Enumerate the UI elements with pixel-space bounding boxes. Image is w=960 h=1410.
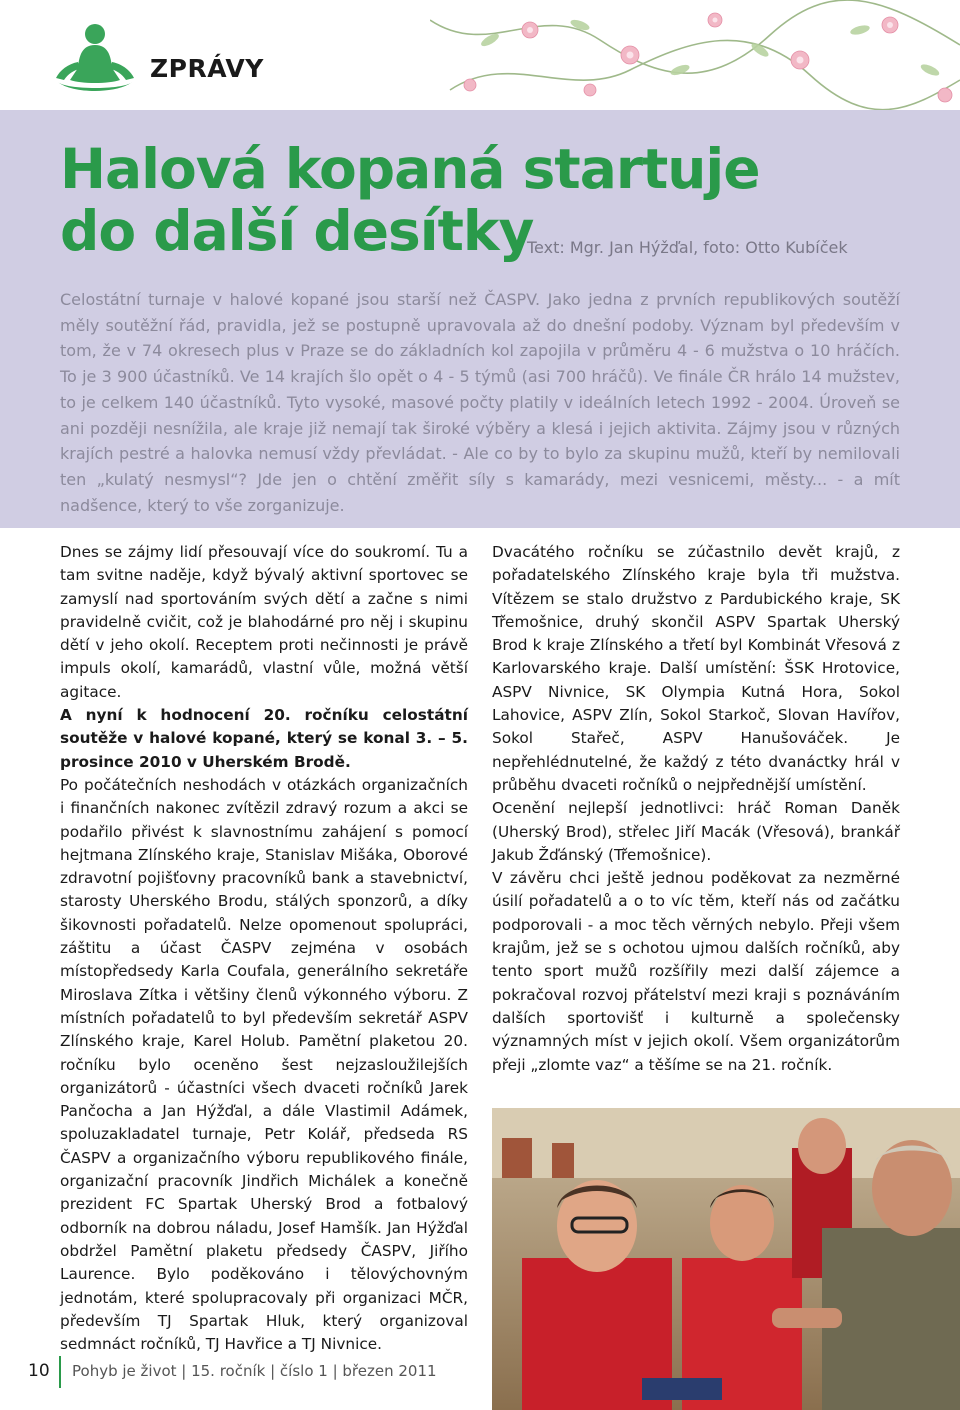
meditating-figure-icon [52,18,138,100]
page-footer [0,1356,480,1388]
photo-illustration [492,1108,960,1410]
award-ceremony-photo [492,1108,960,1410]
floral-ornament [430,0,960,110]
header [0,0,960,110]
right-paragraph-3: V závěru chci ještě jednou poděkovat za nezměrné úsilí pořadatelů a o to víc těm, kteří nás od začátku podporovali - a moc těch věrných nebylo. Přeji všem krajům, jež se s ochotou ujmou dalších ročníků, aby tento sport mužů rozšířily mezi další zájemce a pokračoval rozvoj přátelství mezi kraji s poznáváním dalších sportovišť i kulturně a společensky významných míst v jejich okolí. Všem organizátorům přeji „zlomte vaz“ a těšíme se na 21. ročník. [492,869,900,1074]
article-title-line-2: do další desítky [60,199,534,263]
article-title-line-1: Halová kopaná startuje [60,137,760,201]
left-paragraph-3: Po počátečních neshodách v otázkách organizačních i finančních nakonec zvítězil zdravý rozum a akci se podařilo přivést k slavnostnímu zahájení s pomocí hejtmana Zlínského kraje, Stanislav Mišáka, Oborové zdravotní pojišťovny pracovníků bank a stavebnictví, starosty Uherského Brodu, stálých sponzorů, a díky šikovnosti pořadatelů. Nelze opomenout spolupráci, záštitu a účast ČASPV zejména v osobách místopředsedy Karla Coufala, generálního sekretáře Miroslava Zítka i většiny členů výkonného výboru. Z místních pořadatelů to byl především sekretář ASPV Zlínského kraje, Karel Holub. Pamětní plaketou 20. ročníku bylo oceněno šest nejzasloužilejších organizátorů - účastníci všech dvaceti ročníků Jarek Pančocha a Jan Hýžďal, a dále Vlastimil Adámek, spoluzakladatel turnaje, Petr Kolář, předseda RS ČASPV a organizačního výboru republikového finále, organizační pracovník Jindřich Michálek a konečně prezident FC Spartak Uherský Brod a fotbalový odborník na dobrou náladu, Josef Hamšík. Jan Hýžďal obdržel Pamětní plaketu předsedy ČASPV, Jiřího Laurence. Bylo poděkováno i tělovýchovným jednotám, které spolupracovaly při organizaci MČR, především TJ Spartak Hluk, který organizoval sedmnáct ročníků, TJ Havřice a TJ Nivnice. [60,775,468,1354]
footer-divider [59,1356,61,1388]
left-paragraph-1: Dnes se zájmy lidí přesouvají více do soukromí. Tu a tam svitne naděje, když bývalý aktivní sportovec se zamyslí nad sportováním svých dětí a začne s nimi pravidelně cvičit, což je blahodárné pro něj i skupinu dětí v jeho okolí. Receptem proti nečinnosti je právě impuls okolí, kamarádů, vlastní vůle, možná větší agitace. [60,543,468,701]
left-paragraph-2: A nyní k hodnocení 20. ročníku celostátní soutěže v halové kopané, který se konal 3. – 5. prosince 2010 v Uherském Brodě. [60,706,468,771]
section-label: ZPRÁVY [150,54,264,83]
footer-publication-info: Pohyb je život | 15. ročník | číslo 1 | březen 2011 [72,1362,437,1380]
article-lead: Celostátní turnaje v halové kopané jsou starší než ČASPV. Jako jedna z prvních republikových soutěží měly soutěžní řád, pravidla, jež se postupně upravovala až do dnešní podoby. Význam byl především v tom, že v 74 okresech plus v Praze se do základních kol zapojila v průměru 4 - 6 mužstva o 10 hráčích. To je 3 900 účastníků. Ve 14 krajích šlo opět o 4 - 5 týmů (asi 700 hráčů). Ve finále ČR hrálo 14 mužstev, to je celkem 140 účastníků. Tyto vysoké, masové počty platily v ideálních letech 1992 - 2004. Úroveň se ani později nesnížila, ale kraje již nemají tak široké výběry a klesá i jejich aktivita. Zájmy jsou v různých krajích pestré a halovka nemusí vždy převládat. - Ale co by to bylo za skupinu mužů, kteří by nemilovali ten „kulatý nesmysl“? Jde jen o chtění změřit síly s kamarády, mezi vesnicemi, městy... - a mít nadšence, který to vše zorganizuje. [60,290,900,515]
article-credit: Text: Mgr. Jan Hýžďal, foto: Otto Kubíček [527,238,848,257]
right-paragraph-1: Dvacátého ročníku se zúčastnilo devět krajů, z pořadatelského Zlínského kraje byla tři mužstva. Vítězem se stalo družstvo z Pardubického kraje, SK Třemošnice, druhý skončil ASPV Spartak Uherský Brod k kraje Zlínského a třetí byl Kombinát Vřesová z Karlovarského kraje. Další umístění: ŠSK Hrotovice, ASPV Nivnice, SK Olympia Kutná Hora, Sokol Lahovice, ASPV Zlín, Sokol Starkoč, Slovan Havířov, Sokol Stařeč, ASPV Hanušováček. Je nepřehlédnutelné, že každý z této dvanáctky hrál v průběhu dvaceti ročníků o nejpřednější umístění. [492,543,900,794]
page-number: 10 [28,1361,50,1381]
left-column [60,541,468,1356]
right-paragraph-2: Ocenění nejlepší jednotlivci: hráč Roman Daněk (Uherský Brod), střelec Jiří Macák (Vřesová), brankář Jakub Žďánský (Třemošnice). [492,799,900,864]
right-column [492,541,900,1077]
